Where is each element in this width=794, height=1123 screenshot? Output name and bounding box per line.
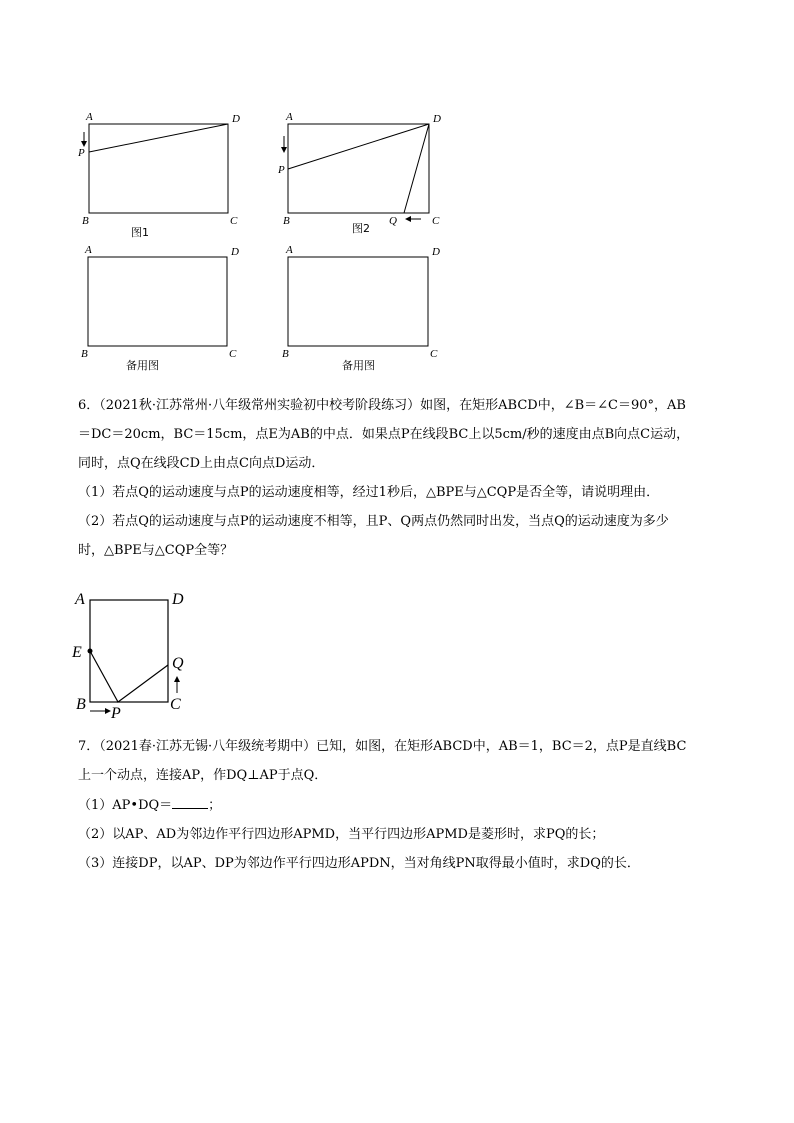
point-e <box>88 649 93 654</box>
problem-7-question-3: （3）连接DP，以AP、DP为邻边作平行四边形APDN，当对角线PN取得最小值时，求DQ的长． <box>78 856 640 871</box>
label-p: P <box>278 164 285 176</box>
label-a: A <box>286 111 293 123</box>
label-p: P <box>111 705 121 722</box>
problem-6 <box>78 396 728 561</box>
problem-6-question-2-line-2: 时，△BPE与△CQP全等？ <box>78 543 234 558</box>
figure-3-svg <box>76 243 246 378</box>
label-q: Q <box>389 215 397 227</box>
label-d: D <box>172 591 184 608</box>
figure-4-svg <box>276 243 446 378</box>
figure-4 <box>276 243 446 378</box>
problem-7-line-1 <box>78 737 728 757</box>
problem-stem: 已知，如图，在矩形ABCD中，AB＝1，BC＝2，点P是直线BC <box>316 739 687 754</box>
arrowhead-icon <box>174 676 180 682</box>
question-1-suffix: ； <box>208 798 222 813</box>
label-a: A <box>286 244 293 256</box>
label-e: E <box>72 644 82 661</box>
problem-source: （2021春·江苏无锡·八年级统考期中） <box>99 739 317 754</box>
answer-blank[interactable] <box>172 795 208 809</box>
figure-caption: 图2 <box>352 222 370 235</box>
label-a: A <box>86 111 93 123</box>
problem-stem: 如图，在矩形ABCD中，∠B＝∠C＝90°，AB <box>420 398 686 413</box>
label-d: D <box>231 246 239 258</box>
problem-6-question-1: （1）若点Q的运动速度与点P的运动速度相等，经过1秒后，△BPE与△CQP是否全等，请说明理由． <box>78 485 660 500</box>
segment-pd <box>288 124 429 169</box>
question-1-prefix: （1）AP•DQ＝ <box>78 798 173 813</box>
problem-7 <box>78 737 728 874</box>
figure-caption: 图1 <box>131 226 149 239</box>
figure-1-svg <box>76 110 246 245</box>
label-c: C <box>432 215 440 227</box>
problem-6-line-2: ＝DC＝20cm，BC＝15cm，点E为AB的中点．如果点P在线段BC上以5cm/秒的速度由点B向点C运动， <box>78 427 690 442</box>
rectangle-abcd <box>90 600 168 702</box>
figure-2-svg <box>276 110 446 245</box>
figure-2 <box>276 110 446 245</box>
problem-6-line-1 <box>78 396 728 416</box>
problem-source: （2021秋·江苏常州·八年级常州实验初中校考阶段练习） <box>99 398 421 413</box>
rectangle-abcd <box>288 257 428 346</box>
rectangle-abcd <box>88 257 227 346</box>
label-b: B <box>282 348 289 360</box>
label-b: B <box>76 696 86 713</box>
label-c: C <box>229 348 237 360</box>
arrowhead-icon <box>405 216 411 222</box>
figure-5-svg <box>70 585 200 725</box>
problem-number: 7． <box>78 739 100 754</box>
label-a: A <box>75 591 85 608</box>
label-b: B <box>82 215 89 227</box>
problem-number: 6． <box>78 398 100 413</box>
problem-7-question-2: （2）以AP、AD为邻边作平行四边形APMD，当平行四边形APMD是菱形时，求PQ的长； <box>78 827 605 842</box>
segments-ep-pq <box>90 651 168 702</box>
label-q: Q <box>172 655 184 672</box>
label-c: C <box>170 696 181 713</box>
segment-pd <box>89 124 228 152</box>
label-a: A <box>85 244 92 256</box>
figure-1 <box>76 110 246 245</box>
label-b: B <box>81 348 88 360</box>
label-d: D <box>432 246 440 258</box>
figure-caption: 备用图 <box>126 359 159 372</box>
label-b: B <box>283 215 290 227</box>
label-c: C <box>430 348 438 360</box>
arrowhead-icon <box>281 147 287 153</box>
rectangle-abcd <box>89 124 228 213</box>
figure-caption: 备用图 <box>342 359 375 372</box>
problem-7-line-2: 上一个动点，连接AP，作DQ⊥AP于点Q． <box>78 768 328 783</box>
label-c: C <box>230 215 238 227</box>
label-d: D <box>433 113 441 125</box>
problem-6-line-3: 同时，点Q在线段CD上由点C向点D运动． <box>78 456 325 471</box>
label-p: P <box>78 147 85 159</box>
figure-5 <box>70 585 200 725</box>
problem-7-question-1 <box>78 795 728 816</box>
segment-qd <box>404 124 429 213</box>
problem-6-question-2-line-1: （2）若点Q的运动速度与点P的运动速度不相等，且P、Q两点仍然同时出发，当点Q的运动速度为多少 <box>78 514 669 529</box>
figure-3 <box>76 243 246 378</box>
label-d: D <box>232 113 240 125</box>
